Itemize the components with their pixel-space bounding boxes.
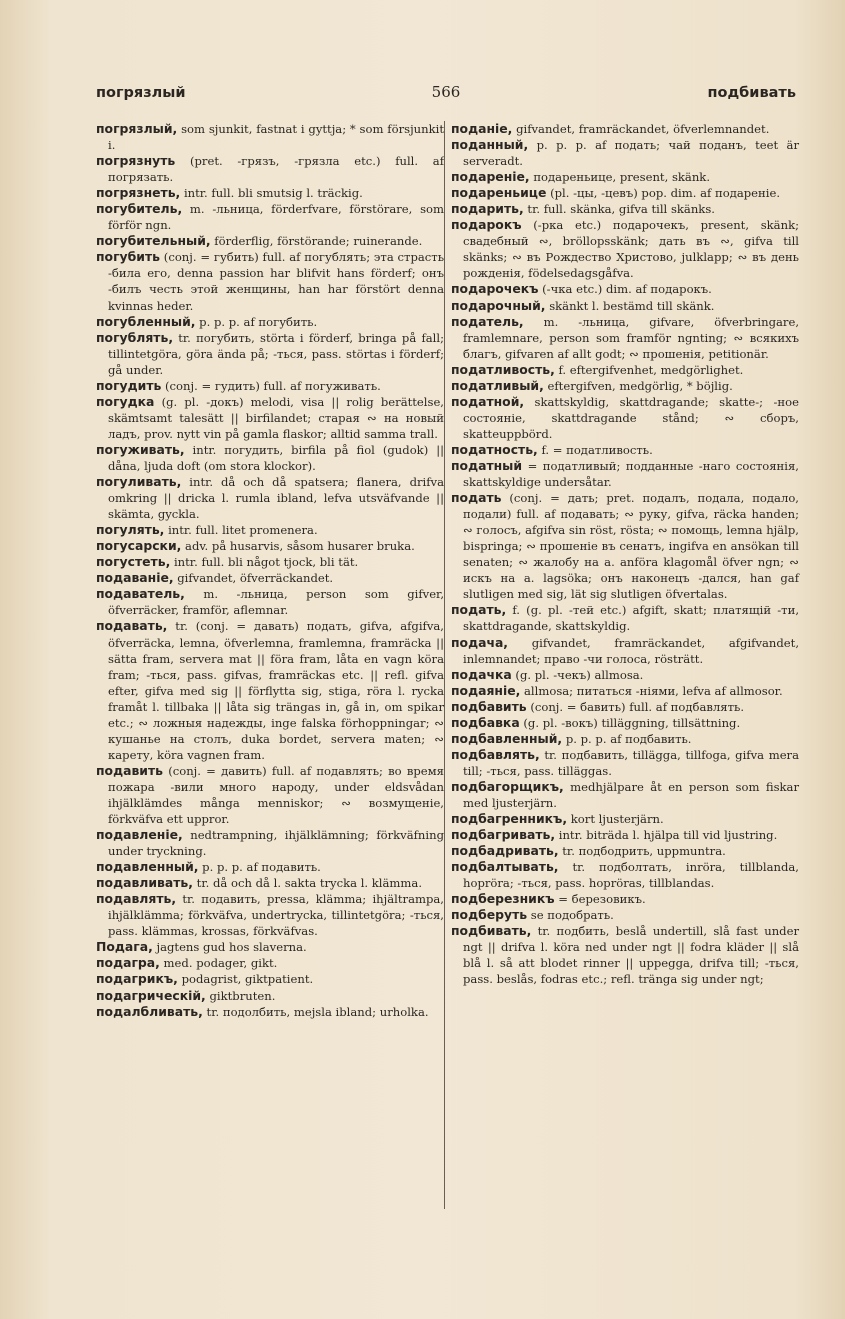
entry-definition: tr. подолбить, mejsla ibland; urholka.: [206, 1004, 429, 1019]
entry-headword: податной,: [451, 393, 525, 409]
entry-definition: gifvandet, öfverräckandet.: [177, 571, 334, 586]
dictionary-entry: [96, 474, 444, 522]
entry-definition: intr. full. bli smutsig l. träckig.: [183, 186, 363, 201]
entry-headword: подать,: [451, 602, 507, 618]
running-header: [96, 83, 796, 107]
entry-definition: p. p. p. af погубить.: [199, 314, 318, 329]
column-divider: [444, 121, 445, 1209]
entry-headword: погрязлый,: [96, 121, 178, 136]
right-column: [451, 121, 799, 988]
dictionary-entry: [451, 811, 799, 827]
entry-definition: som sjunkit, fastnat i gyttja; * som försjunkit i.: [108, 122, 444, 153]
dictionary-entry: [451, 442, 799, 458]
dictionary-entry: [96, 378, 444, 394]
entry-headword: погрязнеть,: [96, 185, 181, 201]
entry-definition: skattskyldig, skattdragande; skatte-; -ное состояніе, skattdragande stånd; ∾ сборъ, skatteuppbörd.: [463, 394, 799, 441]
dictionary-entry: [451, 458, 799, 490]
entry-definition: adv. på husarvis, såsom husarer bruka.: [185, 539, 415, 554]
dictionary-entry: [451, 362, 799, 378]
entry-headword: погубленный,: [96, 313, 196, 329]
dictionary-entry: [96, 891, 444, 939]
entry-definition: (conj. = гудить) full. af погуживать.: [165, 378, 381, 393]
entry-headword: подача,: [451, 634, 509, 650]
left-column: [96, 121, 444, 1020]
entry-definition: m. -льница, gifvare, öfverbringare, framlemnare, person som framför ngnting; ∾ всякихъ благъ, gifvaren af allt godt; ∾ прошенія, petitionär.: [463, 314, 799, 361]
entry-definition: подареньице, present, skänk.: [533, 170, 711, 185]
entry-headword: подарокъ: [451, 217, 522, 233]
entry-headword: податель,: [451, 313, 524, 329]
entry-headword: погрязнуть: [96, 153, 176, 169]
entry-headword: податный: [451, 457, 523, 473]
entry-definition: medhjälpare åt en person som fiskar med ljusterjärn.: [463, 779, 799, 810]
dictionary-entry: [96, 121, 444, 153]
dictionary-entry: [96, 939, 444, 955]
entry-definition: med. podager, gikt.: [163, 956, 278, 971]
header-last-headword: подбивать: [707, 85, 796, 101]
entry-definition: (g. pl. -вокъ) tilläggning, tillsättning.: [523, 715, 741, 730]
dictionary-entry: [96, 955, 444, 971]
entry-headword: подареніе,: [451, 169, 530, 185]
entry-headword: погуливать,: [96, 474, 182, 490]
dictionary-entry: [451, 667, 799, 683]
entry-headword: погустеть,: [96, 554, 171, 570]
entry-headword: подавливать,: [96, 875, 193, 891]
entry-definition: eftergifven, medgörlig, * böjlig.: [547, 378, 733, 393]
dictionary-entry: [451, 394, 799, 442]
dictionary-entry: [96, 827, 444, 859]
entry-definition: kort ljusterjärn.: [570, 812, 664, 827]
dictionary-entry: [451, 683, 799, 699]
entry-headword: податливость,: [451, 361, 555, 377]
entry-definition: gifvandet, framräckandet, öfverlemnandet.: [516, 122, 770, 136]
entry-definition: tr. подавить, pressa, klämma; ihjältrampa, ihjälklämma; förkväfva, undertrycka, tillintetgöra; -ться, pass. klämmas, krossas, förkväfvas.: [108, 892, 444, 939]
entry-headword: подбалтывать,: [451, 859, 559, 875]
dictionary-entry: [96, 971, 444, 987]
entry-headword: подарочекъ: [451, 281, 539, 297]
entry-definition: tr. (conj. = давать) подать, gifva, afgifva, öfverräcka, lemna, öfverlemna, framlemna, framräcka || sätta fram, servera mat || föra fram, låta en vagn köra fram; -ться, pass. gifvas, framräckas etc. || refl. gifva efter, gifva med sig || förflytta sig, stiga, röra l. rycka framåt l. tillbaka || låta sig trängas in, gå in, om spikar etc.; ∾ ложныя надежды, inge falska förhoppningar; ∾ кушанье на столъ, duka bordet, servera maten; ∾ карету, köra vagnen fram.: [108, 619, 444, 762]
entry-headword: подарить,: [451, 201, 524, 217]
entry-definition: p. p. p. af подбавить.: [565, 731, 692, 746]
entry-definition: gifvandet, framräckandet, afgifvandet, inlemnandet; право -чи голоса, rösträtt.: [463, 635, 799, 666]
dictionary-entry: [96, 330, 444, 378]
entry-headword: подавленный,: [96, 859, 199, 875]
dictionary-entry: [451, 843, 799, 859]
entry-headword: подагра,: [96, 955, 160, 971]
entry-headword: подагрикъ,: [96, 971, 178, 987]
dictionary-entry: [451, 169, 799, 185]
dictionary-entry: [451, 827, 799, 843]
dictionary-entry: [96, 618, 444, 762]
entry-headword: подбагривать,: [451, 827, 556, 843]
entry-headword: погубить: [96, 249, 160, 265]
entry-definition: tr. погубить, störta i förderf, bringa på fall; tillintetgöra, göra ända på; -ться, pass. störtas i förderf; gå under.: [108, 330, 445, 377]
entry-definition: intr. full. litet promenera.: [168, 523, 318, 538]
entry-headword: подаватель,: [96, 586, 185, 602]
entry-definition: (-чка etc.) dim. af подарокъ.: [542, 282, 712, 297]
dictionary-entry: [451, 923, 799, 987]
entry-definition: = податливый; подданные -наго состоянія, skattskyldige undersåtar.: [463, 458, 799, 490]
entry-definition: tr. då och då l. sakta trycka l. klämma.: [196, 876, 423, 891]
entry-definition: skänkt l. bestämd till skänk.: [549, 298, 715, 313]
dictionary-entry: [451, 185, 799, 201]
entry-definition: m. -льница, förderfvare, förstörare, som förför ngn.: [108, 202, 445, 233]
entry-headword: погуживать,: [96, 441, 185, 457]
entry-definition: (conj. = дать; pret. подалъ, подала, подало, подали) full. af подавать; ∾ руку, gifva, räcka handen; ∾ голосъ, afgifva sin röst, rösta; ∾ помощь, lemna hjälp, bispringa; ∾ прошеніе въ сенатъ, ingifva en ansökan till senaten; ∾ жалобу на a. anföra klagomål öfver ngn; ∾ искъ на a. lagsöka; онъ наконецъ -дался, han gaf slutligen med sig, lät sig slutligen öfvertalas.: [463, 491, 799, 602]
entry-definition: f. = податливость.: [541, 442, 653, 457]
dictionary-entry: [451, 779, 799, 811]
dictionary-entry: [451, 602, 799, 634]
dictionary-entry: [451, 314, 799, 362]
dictionary-entry: [451, 201, 799, 217]
dictionary-entry: [451, 859, 799, 891]
dictionary-entry: [96, 314, 444, 330]
dictionary-entry: [451, 490, 799, 602]
header-first-headword: погрязлый: [96, 85, 186, 101]
dictionary-entry: [96, 554, 444, 570]
entry-definition: m. -льница, person som gifver, öfverräcker, framför, aflemnar.: [108, 587, 445, 618]
dictionary-entry: [451, 298, 799, 314]
dictionary-entry: [451, 747, 799, 779]
entry-headword: податность,: [451, 441, 538, 457]
entry-definition: tr. подбодрить, uppmuntra.: [562, 844, 726, 859]
entry-definition: (pret. -грязъ, -грязла etc.) full. af погрязать.: [108, 154, 445, 185]
dictionary-entry: [451, 891, 799, 907]
entry-headword: подареньице: [451, 185, 547, 201]
dictionary-entry: [451, 137, 799, 169]
entry-headword: подавленіе,: [96, 827, 183, 843]
dictionary-entry: [96, 538, 444, 554]
entry-headword: подберезникъ: [451, 891, 555, 907]
entry-definition: intr. då och då spatsera; flanera, drifva omkring || dricka l. rumla ibland, lefva utsväfvande || skämta, gyckla.: [108, 475, 444, 522]
entry-headword: погудка: [96, 393, 155, 409]
entry-definition: giktbruten.: [209, 988, 276, 1003]
entry-headword: подбадривать,: [451, 843, 559, 859]
dictionary-entry: [451, 281, 799, 297]
entry-definition: (pl. -цы, -цевъ) pop. dim. af подареніе.: [550, 186, 781, 201]
entry-headword: погубитель,: [96, 201, 183, 217]
dictionary-entry: [96, 233, 444, 249]
dictionary-entry: [451, 121, 799, 137]
dictionary-entry: [451, 715, 799, 731]
entry-headword: поданіе,: [451, 121, 513, 136]
entry-headword: податливый,: [451, 377, 544, 393]
entry-definition: se подобрать.: [530, 908, 614, 923]
entry-definition: (conj. = бавить) full. af подбавлять.: [530, 699, 745, 714]
entry-headword: погудить: [96, 377, 162, 393]
entry-definition: (g. pl. -чекъ) allmosa.: [515, 667, 644, 682]
entry-definition: intr. biträda l. hjälpa till vid ljustring.: [558, 828, 778, 843]
entry-definition: tr. подбить, beslå undertill, slå fast under ngt || drifva l. köra ned under ngt || fodra kläder || slå blå l. så att blodet rinner || uppegga, drifva till; -ться, pass. beslås, fodras etc.; refl. tränga sig under ngt;: [463, 924, 799, 987]
entry-headword: подаяніе,: [451, 682, 521, 698]
dictionary-entry: [96, 153, 444, 185]
dictionary-entry: [96, 988, 444, 1004]
dictionary-entry: [451, 378, 799, 394]
entry-headword: погулять,: [96, 522, 165, 538]
entry-headword: погублять,: [96, 329, 174, 345]
dictionary-entry: [451, 217, 799, 281]
dictionary-entry: [96, 185, 444, 201]
entry-definition: tr. подболтать, inröra, tillblanda, hopröra; -ться, pass. hopröras, tillblandas.: [463, 860, 799, 891]
entry-definition: allmosa; питаться -ніями, lefva af allmosor.: [524, 683, 783, 698]
entry-headword: подбивать,: [451, 923, 532, 939]
entry-headword: подаваніе,: [96, 570, 174, 586]
entry-definition: tr. full. skänka, gifva till skänks.: [527, 202, 715, 217]
entry-headword: погусарски,: [96, 538, 182, 554]
dictionary-entry: [96, 763, 444, 827]
entry-definition: förderflig, förstörande; ruinerande.: [214, 234, 423, 249]
entry-headword: подбавленный,: [451, 730, 563, 746]
entry-definition: (g. pl. -докъ) melodi, visa || rolig berättelse, skämtsamt talesätt || birfilandet; старая ∾ на новый ладъ, prov. nytt vin på gamla flaskor; alltid samma trall.: [108, 394, 444, 441]
entry-definition: f. (g. pl. -тей etc.) afgift, skatt; платящій -ти, skattdragande, skattskyldig.: [463, 603, 800, 634]
entry-definition: (conj. = губить) full. af погублять; эта страсть -била его, denna passion har blifvit hans förderf; онъ -билъ честь этой женщины, han har förstört denna kvinnas heder.: [108, 250, 445, 313]
dictionary-entry: [96, 249, 444, 313]
entry-headword: погубительный,: [96, 233, 211, 249]
dictionary-entry: [96, 442, 444, 474]
dictionary-entry: [451, 731, 799, 747]
entry-headword: подберуть: [451, 907, 528, 923]
entry-definition: tr. подбавить, tillägga, tillfoga, gifva mera till; -ться, pass. tilläggas.: [463, 747, 800, 778]
entry-definition: nedtrampning, ihjälklämning; förkväfning under tryckning.: [108, 828, 444, 859]
entry-definition: intr. full. bli något tjock, bli tät.: [173, 555, 359, 570]
entry-headword: подавить: [96, 762, 163, 778]
entry-headword: поданный,: [451, 137, 529, 153]
entry-definition: p. p. p. af подать; чай поданъ, teet är serveradt.: [463, 138, 800, 169]
dictionary-entry: [96, 522, 444, 538]
entry-definition: jagtens gud hos slaverna.: [156, 940, 307, 955]
entry-headword: подагрическій,: [96, 987, 206, 1003]
entry-headword: подбавить: [451, 698, 527, 714]
entry-headword: подбавка: [451, 714, 520, 730]
entry-definition: (conj. = давить) full. af подавлять; во время пожара -вили много народу, under eldsvådan ihjälklämdes många menniskor; ∾ возмущеніе, förkväfva ett uppror.: [108, 763, 444, 827]
entry-definition: (-рка etc.) подарочекъ, present, skänk; свадебный ∾, bröllopsskänk; дать въ ∾, gifva till skänks; ∾ въ Рождество Христово, julklapp; ∾ въ день рожденія, födelsedagsgåfva.: [463, 218, 799, 281]
dictionary-entry: [451, 635, 799, 667]
entry-headword: подавлять,: [96, 891, 177, 907]
entry-headword: подарочный,: [451, 297, 546, 313]
entry-definition: = березовикъ.: [558, 892, 646, 907]
dictionary-entry: [451, 699, 799, 715]
dictionary-entry: [96, 394, 444, 442]
entry-headword: подбагренникъ,: [451, 811, 568, 827]
entry-definition: p. p. p. af подавить.: [202, 860, 321, 875]
dictionary-entry: [96, 1004, 444, 1020]
dictionary-entry: [96, 570, 444, 586]
entry-headword: Подага,: [96, 939, 153, 955]
entry-definition: podagrist, giktpatient.: [181, 972, 314, 987]
dictionary-entry: [96, 201, 444, 233]
dictionary-entry: [96, 875, 444, 891]
entry-headword: подбавлять,: [451, 746, 540, 762]
entry-headword: подбагорщикъ,: [451, 778, 564, 794]
page-number: 566: [431, 83, 461, 101]
entry-definition: intr. погудить, birfila på fiol (gudok) || dåna, ljuda doft (om stora klockor).: [108, 442, 445, 473]
dictionary-entry: [96, 859, 444, 875]
entry-definition: f. eftergifvenhet, medgörlighet.: [558, 362, 744, 377]
dictionary-entry: [96, 586, 444, 618]
dictionary-entry: [451, 907, 799, 923]
entry-headword: подачка: [451, 666, 512, 682]
entry-headword: подавать,: [96, 618, 168, 634]
entry-headword: подалбливать,: [96, 1003, 203, 1019]
entry-headword: подать: [451, 490, 502, 506]
